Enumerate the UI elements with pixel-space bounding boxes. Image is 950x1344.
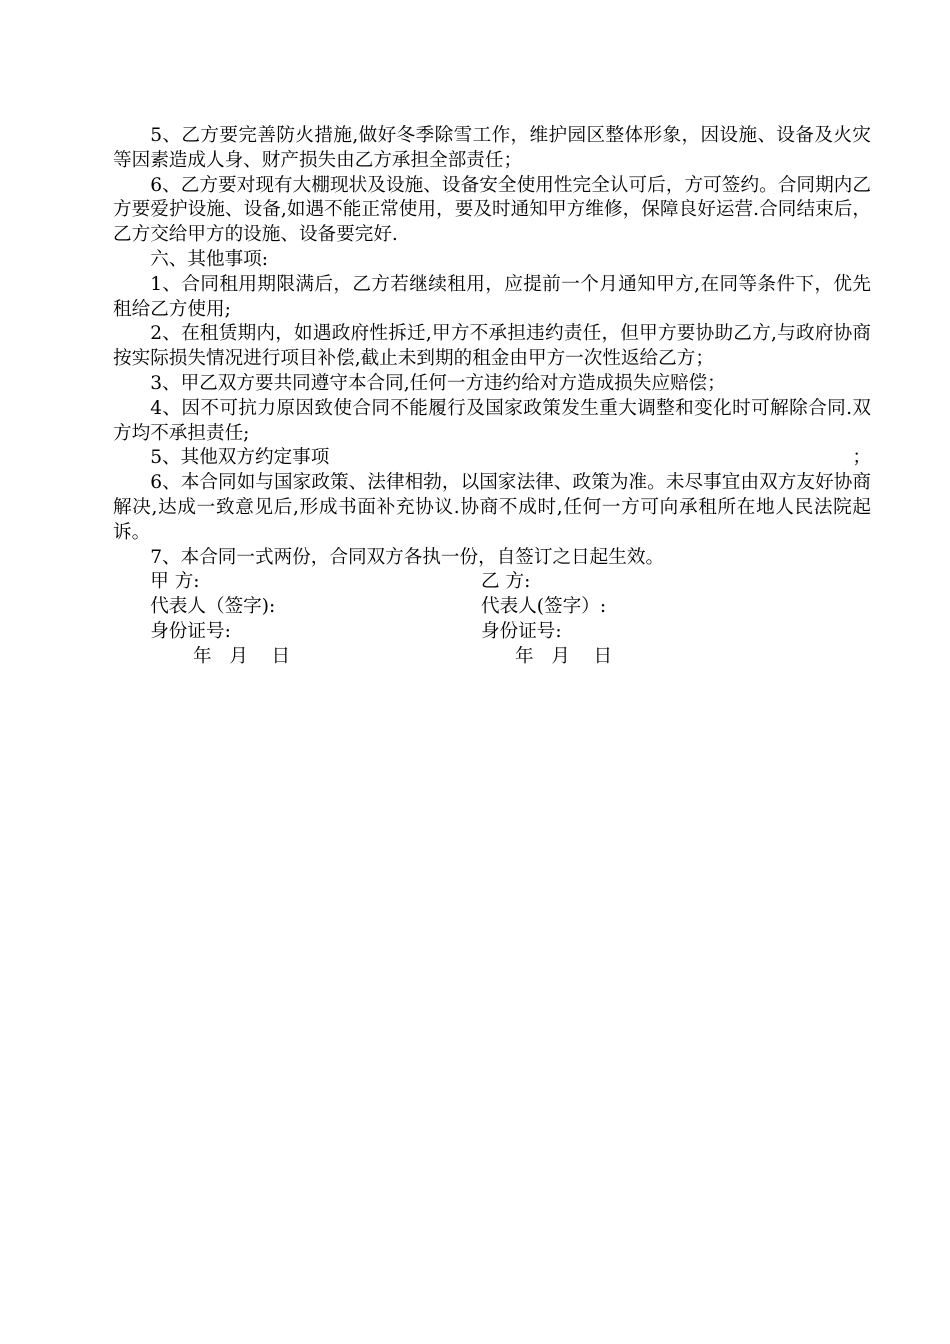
rep-b-label: 代表人(签字）:: [481, 596, 607, 618]
contract-page: [113, 124, 871, 670]
clause-demolition: 2、在租赁期内，如遇政府性拆迁,甲方不承担违约责任，但甲方要协助乙方,与政府协商按实际损失情况进行项目补偿,截止未到期的租金由甲方一次性返给乙方；: [113, 323, 871, 370]
clause-facility-maintenance: 6、乙方要对现有大棚现状及设施、设备安全使用性完全认可后，方可签约。合同期内乙方要爱护设施、设备,如遇不能正常使用，要及时通知甲方维修，保障良好运营.合同结束后，乙方交给甲方的设施、设备要完好.: [113, 174, 871, 246]
party-b-label: 乙 方:: [481, 571, 531, 593]
date-a-label: 年 月 日: [193, 645, 291, 667]
signature-rep-row: [113, 595, 871, 620]
clause-legal-conformity: 6、本合同如与国家政策、法律相勃，以国家法律、政策为准。未尽事宜由双方友好协商解决,达成一致意见后,形成书面补充协议.协商不成时,任何一方可向承租所在地人民法院起诉。: [113, 472, 871, 543]
clause-other-agreements-end: ；: [852, 447, 871, 469]
clause-breach: 3、甲乙双方要共同遵守本合同,任何一方违约给对方造成损失应赔偿；: [150, 372, 726, 394]
clause-other-agreements: [113, 446, 871, 471]
clause-force-majeure: 4、因不可抗力原因致使合同不能履行及国家政策发生重大调整和变化时可解除合同.双方均不承担责任;: [113, 397, 871, 444]
clause-fire-safety: 5、乙方要完善防火措施,做好冬季除雪工作，维护园区整体形象，因设施、设备及火灾等因素造成人身、财产损失由乙方承担全部责任；: [113, 125, 871, 171]
date-b-label: 年 月 日: [515, 645, 613, 667]
id-a-label: 身份证号:: [150, 620, 231, 642]
signature-id-row: [113, 620, 871, 645]
clause-other-agreements-text: 5、其他双方约定事项: [150, 447, 330, 469]
section-heading-other-matters: 六、其他事项:: [150, 248, 269, 270]
party-a-label: 甲 方:: [150, 571, 200, 593]
id-b-label: 身份证号:: [481, 620, 562, 642]
rep-a-label: 代表人（签字):: [150, 596, 276, 618]
signature-party-row: [113, 570, 871, 595]
clause-copies: 7、本合同一式两份，合同双方各执一份，自签订之日起生效。: [150, 546, 665, 568]
clause-renewal: 1、合同租用期限满后，乙方若继续租用，应提前一个月通知甲方,在同等条件下，优先租给乙方使用;: [113, 273, 871, 320]
signature-date-row: [113, 645, 871, 670]
